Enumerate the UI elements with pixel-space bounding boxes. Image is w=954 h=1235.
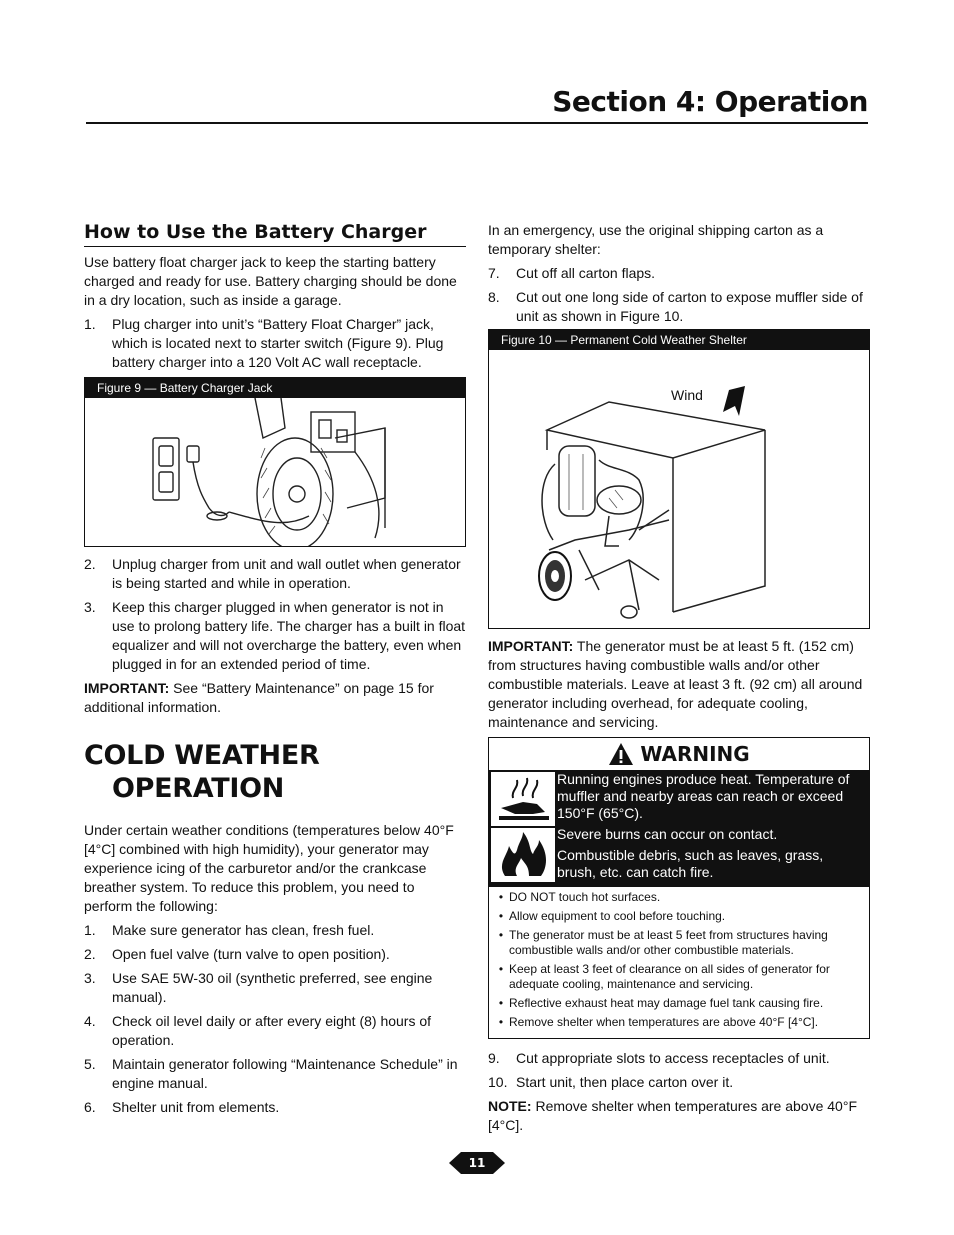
list-item: 5. Maintain generator following “Maintenance Schedule” in engine manual. (84, 1056, 458, 1091)
list-item: • DO NOT touch hot surfaces. (498, 890, 661, 904)
battery-important-note: IMPORTANT: See “Battery Maintenance” on page 15 for additional information. (84, 680, 434, 715)
shelter-steps-continued (488, 1049, 870, 1092)
figure-caption: Figure 10 — Permanent Cold Weather Shelter (489, 330, 869, 350)
cold-weather-heading: COLD WEATHER OPERATION (84, 740, 320, 804)
wind-arrow-icon (723, 386, 745, 416)
list-item: • The generator must be at least 5 feet from structures having combustible walls and/or other combustible materials. (498, 928, 828, 957)
page-number: 11 (449, 1152, 505, 1174)
figure-battery-charger-jack (84, 377, 466, 547)
warning-line: Combustible debris, such as leaves, grass, brush, etc. can catch fire. (557, 847, 824, 880)
fire-icon (491, 828, 555, 882)
wind-label: Wind (671, 387, 703, 403)
battery-steps (84, 315, 466, 372)
list-item: 2. Open fuel valve (turn valve to open position). (84, 946, 390, 962)
list-item: 1. Plug charger into unit’s “Battery Float Charger” jack, which is located next to starter switch (Figure 9). Plug battery charger into a 120 Volt AC wall receptacle. (84, 316, 444, 370)
list-item: • Keep at least 3 feet of clearance on all sides of generator for adequate cooling, maintenance and servicing. (498, 962, 830, 991)
list-item: 3. Use SAE 5W-30 oil (synthetic preferred, see engine manual). (84, 970, 433, 1005)
list-item: 7. Cut off all carton flaps. (488, 265, 656, 281)
list-item: 9. Cut appropriate slots to access receptacles of unit. (488, 1050, 830, 1066)
battery-intro: Use battery float charger jack to keep the starting battery charged and ready for use. Battery charging should be done in a dry location, such as inside a garage. (84, 254, 457, 308)
list-item: 1. Make sure generator has clean, fresh fuel. (84, 922, 375, 938)
cold-weather-intro: Under certain weather conditions (temperatures below 40°F [4°C] combined with high humidity), your generator may experience icing of the carburetor and/or the crankcase breather system. To reduce this problem, you need to perform the following: (84, 822, 454, 914)
warning-title: WARNING (640, 741, 750, 766)
right-column (488, 221, 870, 1140)
warning-line: Running engines produce heat. Temperature of muffler and nearby areas can reach or exceed 150°F (65°C). (557, 771, 850, 821)
cold-weather-steps (84, 921, 466, 1117)
warning-bullets (489, 887, 869, 1038)
list-item: • Remove shelter when temperatures are above 40°F [4°C]. (498, 1015, 819, 1029)
left-column (84, 220, 466, 1122)
list-item: 10. Start unit, then place carton over it. (488, 1074, 734, 1090)
list-item: • Allow equipment to cool before touching. (498, 909, 726, 923)
hot-surface-icon (491, 772, 555, 826)
battery-steps-continued (84, 555, 466, 674)
shelter-note: NOTE: Remove shelter when temperatures are above 40°F [4°C]. (488, 1098, 857, 1133)
battery-charger-illustration (85, 398, 465, 546)
list-item: 2. Unplug charger from unit and wall outlet when generator is being started and while in operation. (84, 556, 461, 591)
list-item: • Reflective exhaust heat may damage fuel tank causing fire. (498, 996, 824, 1010)
battery-heading: How to Use the Battery Charger (84, 220, 466, 247)
shelter-steps (488, 264, 870, 326)
warning-header (489, 738, 869, 770)
warning-triangle-icon (608, 742, 634, 766)
warning-box (488, 737, 870, 1039)
warning-hazard-panel (489, 770, 869, 887)
figure-cold-weather-shelter (488, 329, 870, 629)
shelter-intro: In an emergency, use the original shipping carton as a temporary shelter: (488, 222, 824, 257)
list-item: 8. Cut out one long side of carton to expose muffler side of unit as shown in Figure 10. (488, 289, 863, 324)
list-item: 4. Check oil level daily or after every eight (8) hours of operation. (84, 1013, 432, 1048)
list-item: 3. Keep this charger plugged in when generator is not in use to prolong battery life. The charger has a built in float equalizer and will not overcharge the battery, even when plugged in for an extended period of time. (84, 599, 466, 672)
shelter-illustration (489, 350, 869, 628)
shelter-important-note: IMPORTANT: The generator must be at least 5 ft. (152 cm) from structures having combustible walls and/or other combustible materials. Leave at least 3 ft. (92 cm) all around generator including overhead, for adequate cooling, maintenance and servicing. (488, 638, 863, 730)
warning-line: Severe burns can occur on contact. (557, 826, 778, 842)
section-title: Section 4: Operation (86, 84, 868, 124)
figure-caption: Figure 9 — Battery Charger Jack (85, 378, 465, 398)
list-item: 6. Shelter unit from elements. (84, 1099, 280, 1115)
